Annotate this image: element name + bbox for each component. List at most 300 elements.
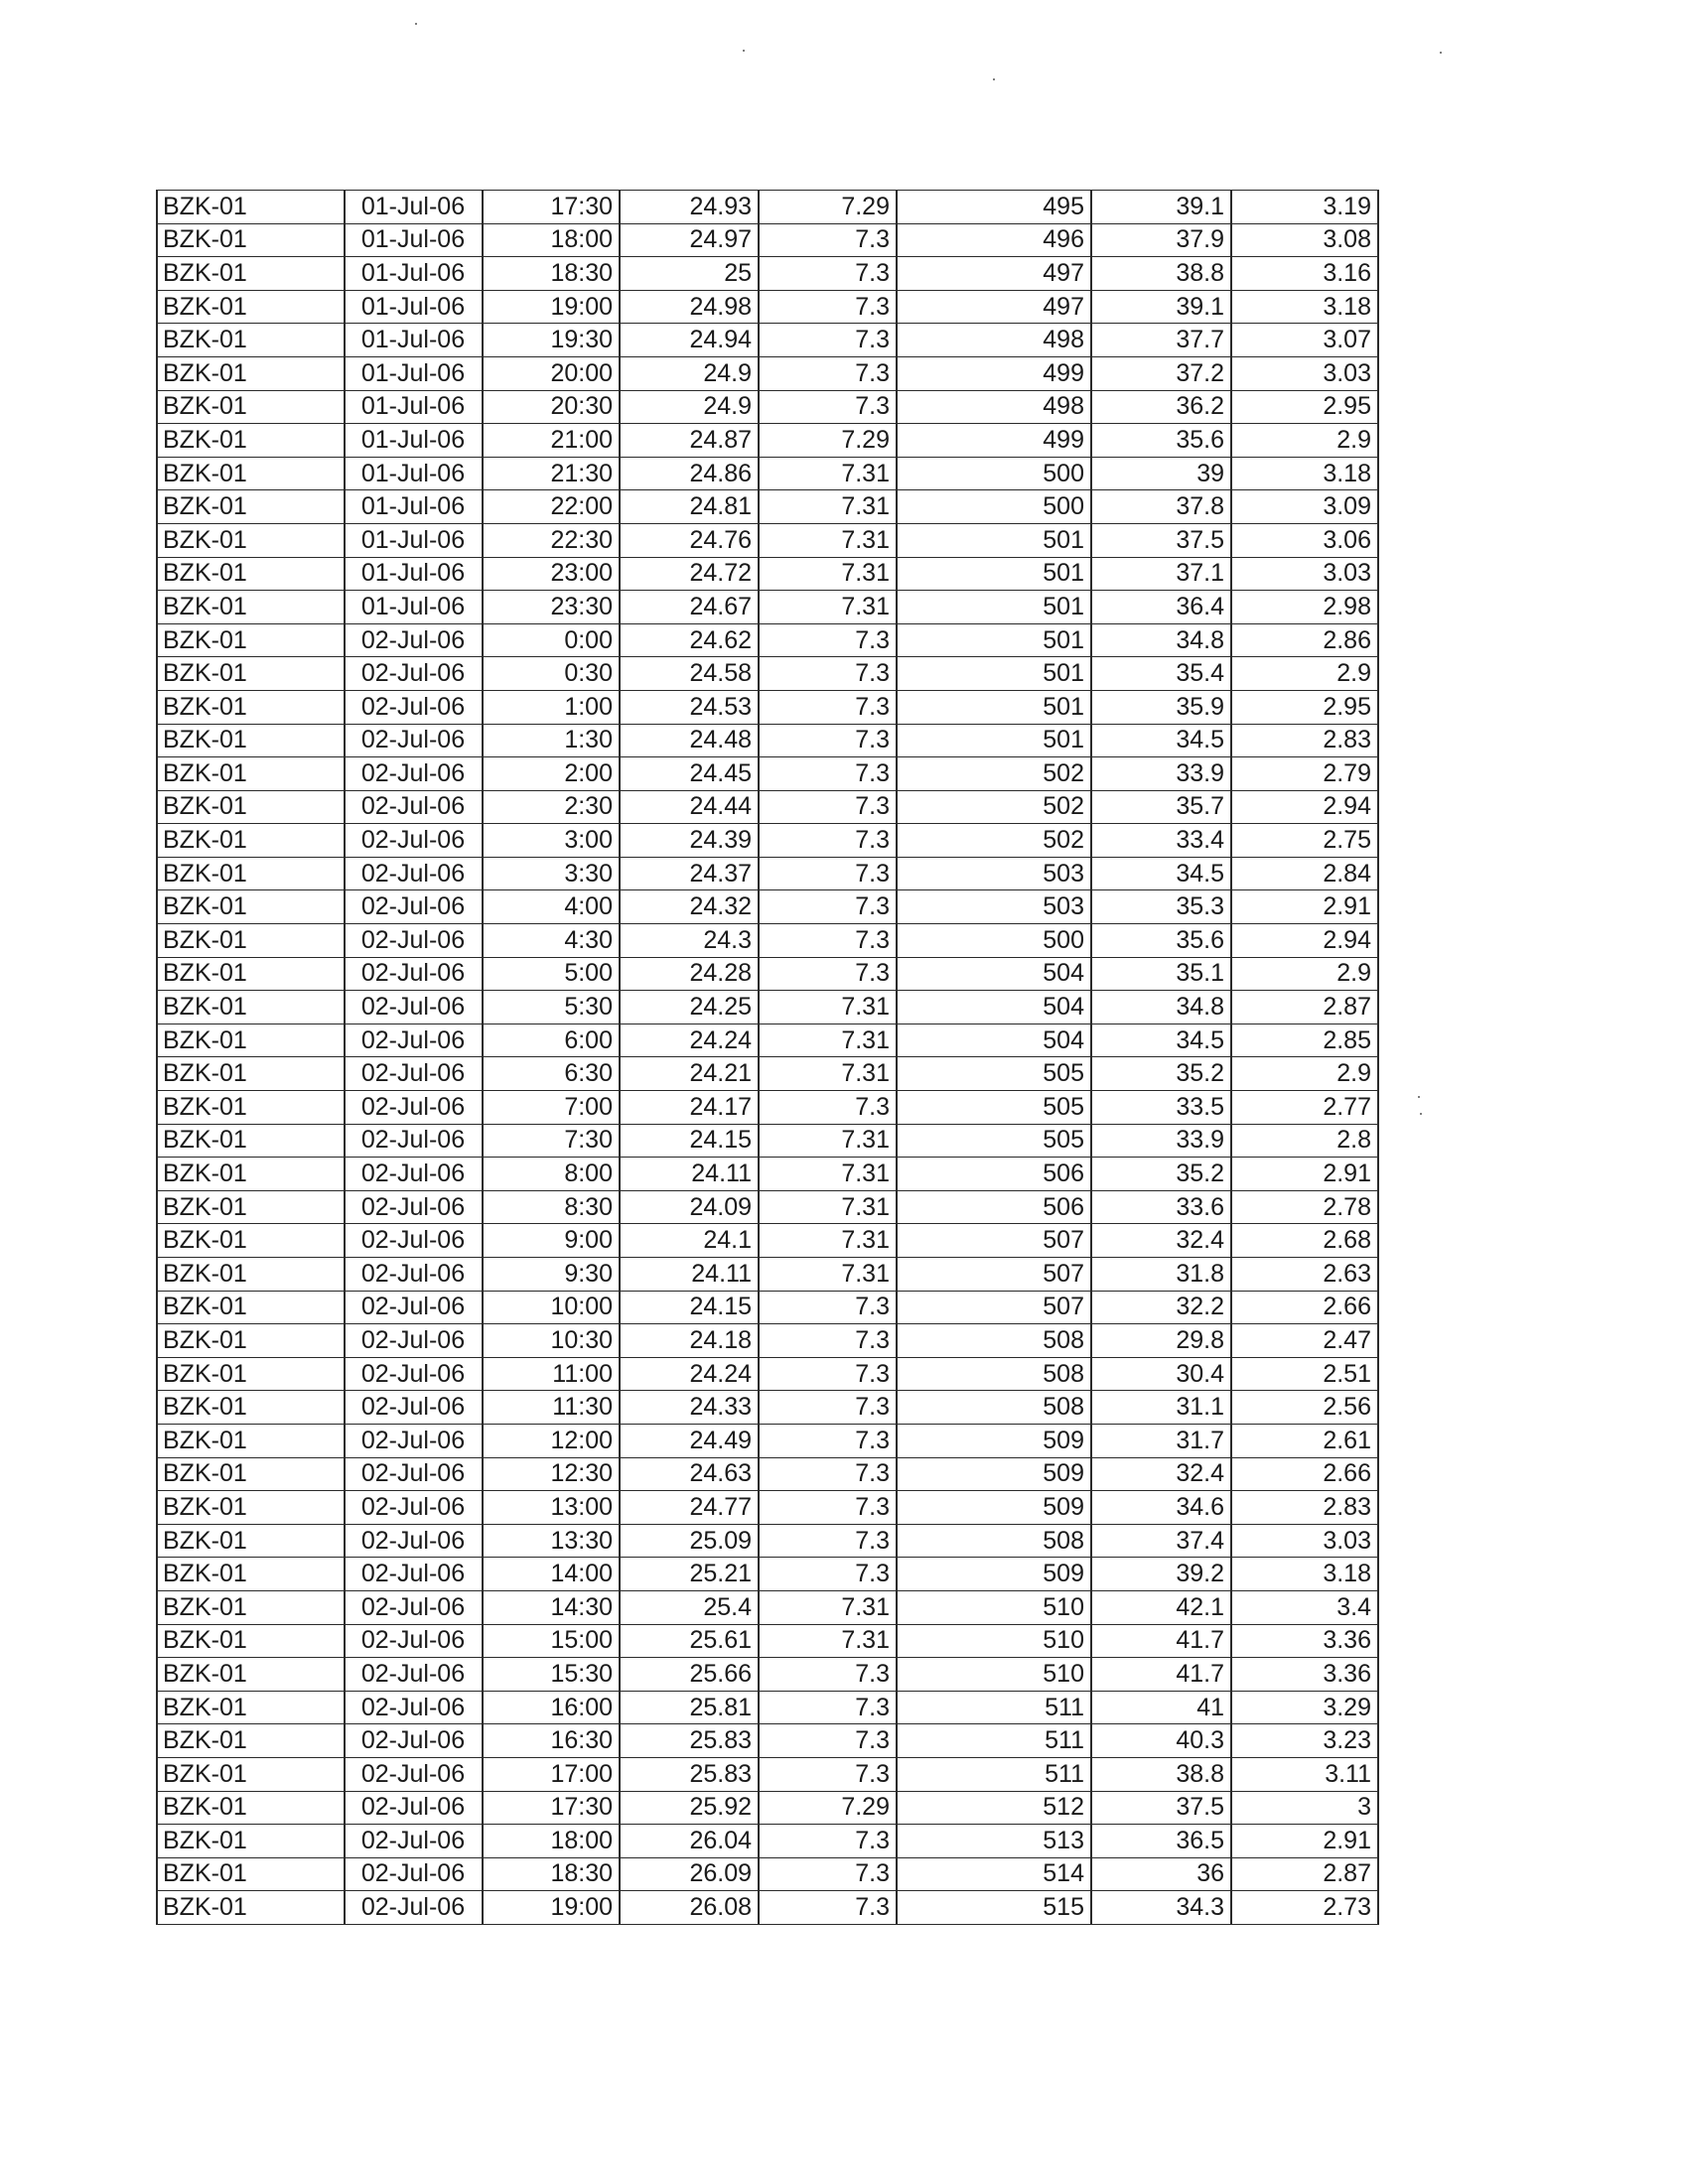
date-cell: 02-Jul-06 — [345, 924, 483, 958]
time-cell: 12:00 — [483, 1424, 620, 1457]
table-row — [157, 1457, 1378, 1491]
data-table — [156, 190, 1379, 1925]
temperature-cell: 24.72 — [620, 557, 759, 591]
date-cell: 01-Jul-06 — [345, 223, 483, 257]
conductivity-cell: 504 — [897, 957, 1091, 991]
ph-cell: 7.31 — [759, 991, 897, 1024]
ph-cell: 7.3 — [759, 1391, 897, 1425]
table-row — [157, 1258, 1378, 1292]
temperature-cell: 25.81 — [620, 1691, 759, 1724]
value-cell: 35.1 — [1091, 957, 1231, 991]
time-cell: 6:00 — [483, 1024, 620, 1057]
temperature-cell: 26.08 — [620, 1891, 759, 1925]
ph-cell: 7.3 — [759, 1424, 897, 1457]
value-cell: 35.6 — [1091, 424, 1231, 458]
station-id-cell: BZK-01 — [157, 1624, 345, 1658]
ph-cell: 7.31 — [759, 523, 897, 557]
conductivity-cell: 506 — [897, 1158, 1091, 1191]
date-cell: 01-Jul-06 — [345, 290, 483, 324]
conductivity-cell: 513 — [897, 1825, 1091, 1858]
date-cell: 02-Jul-06 — [345, 1825, 483, 1858]
station-id-cell: BZK-01 — [157, 757, 345, 791]
temperature-cell: 24.09 — [620, 1190, 759, 1224]
conductivity-cell: 512 — [897, 1791, 1091, 1825]
table-row — [157, 657, 1378, 691]
value-cell: 33.9 — [1091, 757, 1231, 791]
time-cell: 19:30 — [483, 324, 620, 357]
time-cell: 11:30 — [483, 1391, 620, 1425]
conductivity-cell: 501 — [897, 724, 1091, 757]
date-cell: 02-Jul-06 — [345, 890, 483, 924]
conductivity-cell: 495 — [897, 191, 1091, 224]
conductivity-cell: 501 — [897, 557, 1091, 591]
ph-cell: 7.31 — [759, 457, 897, 490]
value-cell: 41 — [1091, 1691, 1231, 1724]
temperature-cell: 24.63 — [620, 1457, 759, 1491]
conductivity-cell: 509 — [897, 1491, 1091, 1525]
station-id-cell: BZK-01 — [157, 1158, 345, 1191]
temperature-cell: 24.48 — [620, 724, 759, 757]
value-cell: 36.2 — [1091, 390, 1231, 424]
time-cell: 16:30 — [483, 1724, 620, 1758]
station-id-cell: BZK-01 — [157, 390, 345, 424]
value-cell: 35.6 — [1091, 924, 1231, 958]
value-cell: 33.9 — [1091, 1124, 1231, 1158]
date-cell: 01-Jul-06 — [345, 324, 483, 357]
time-cell: 19:00 — [483, 290, 620, 324]
table-row — [157, 724, 1378, 757]
ratio-cell: 2.9 — [1231, 957, 1378, 991]
time-cell: 15:30 — [483, 1658, 620, 1692]
table-row — [157, 1357, 1378, 1391]
ph-cell: 7.3 — [759, 324, 897, 357]
date-cell: 02-Jul-06 — [345, 1258, 483, 1292]
value-cell: 37.2 — [1091, 356, 1231, 390]
conductivity-cell: 501 — [897, 591, 1091, 624]
table-row — [157, 1391, 1378, 1425]
time-cell: 9:00 — [483, 1224, 620, 1258]
value-cell: 42.1 — [1091, 1590, 1231, 1624]
table-row — [157, 1891, 1378, 1925]
conductivity-cell: 508 — [897, 1324, 1091, 1358]
table-row — [157, 523, 1378, 557]
ph-cell: 7.29 — [759, 424, 897, 458]
time-cell: 15:00 — [483, 1624, 620, 1658]
date-cell: 02-Jul-06 — [345, 1024, 483, 1057]
table-row — [157, 1491, 1378, 1525]
time-cell: 8:30 — [483, 1190, 620, 1224]
ratio-cell: 3 — [1231, 1791, 1378, 1825]
ph-cell: 7.29 — [759, 1791, 897, 1825]
station-id-cell: BZK-01 — [157, 1224, 345, 1258]
station-id-cell: BZK-01 — [157, 1857, 345, 1891]
conductivity-cell: 501 — [897, 623, 1091, 657]
temperature-cell: 24.39 — [620, 824, 759, 858]
table-row — [157, 1424, 1378, 1457]
conductivity-cell: 505 — [897, 1091, 1091, 1125]
temperature-cell: 24.93 — [620, 191, 759, 224]
station-id-cell: BZK-01 — [157, 1291, 345, 1324]
date-cell: 02-Jul-06 — [345, 1424, 483, 1457]
ph-cell: 7.3 — [759, 1857, 897, 1891]
ratio-cell: 2.51 — [1231, 1357, 1378, 1391]
table-row — [157, 991, 1378, 1024]
ratio-cell: 3.36 — [1231, 1658, 1378, 1692]
temperature-cell: 24.3 — [620, 924, 759, 958]
time-cell: 14:00 — [483, 1558, 620, 1591]
date-cell: 01-Jul-06 — [345, 257, 483, 291]
time-cell: 6:30 — [483, 1057, 620, 1091]
date-cell: 02-Jul-06 — [345, 1057, 483, 1091]
conductivity-cell: 511 — [897, 1724, 1091, 1758]
station-id-cell: BZK-01 — [157, 1324, 345, 1358]
ph-cell: 7.3 — [759, 1291, 897, 1324]
conductivity-cell: 503 — [897, 890, 1091, 924]
date-cell: 02-Jul-06 — [345, 724, 483, 757]
ratio-cell: 3.19 — [1231, 191, 1378, 224]
table-row — [157, 290, 1378, 324]
temperature-cell: 24.77 — [620, 1491, 759, 1525]
value-cell: 36.5 — [1091, 1825, 1231, 1858]
table-row — [157, 857, 1378, 890]
date-cell: 02-Jul-06 — [345, 1891, 483, 1925]
ph-cell: 7.3 — [759, 1091, 897, 1125]
conductivity-cell: 504 — [897, 991, 1091, 1024]
table-row — [157, 1757, 1378, 1791]
date-cell: 02-Jul-06 — [345, 1658, 483, 1692]
temperature-cell: 24.28 — [620, 957, 759, 991]
temperature-cell: 25.09 — [620, 1524, 759, 1558]
conductivity-cell: 503 — [897, 857, 1091, 890]
station-id-cell: BZK-01 — [157, 1391, 345, 1425]
table-row — [157, 557, 1378, 591]
ratio-cell: 3.07 — [1231, 324, 1378, 357]
value-cell: 34.5 — [1091, 1024, 1231, 1057]
ratio-cell: 2.56 — [1231, 1391, 1378, 1425]
temperature-cell: 24.24 — [620, 1357, 759, 1391]
table-row — [157, 1658, 1378, 1692]
station-id-cell: BZK-01 — [157, 290, 345, 324]
ph-cell: 7.31 — [759, 1057, 897, 1091]
ph-cell: 7.3 — [759, 390, 897, 424]
ratio-cell: 3.09 — [1231, 490, 1378, 524]
table-row — [157, 324, 1378, 357]
table-row — [157, 191, 1378, 224]
value-cell: 34.3 — [1091, 1891, 1231, 1925]
temperature-cell: 24.45 — [620, 757, 759, 791]
table-row — [157, 490, 1378, 524]
conductivity-cell: 502 — [897, 757, 1091, 791]
ratio-cell: 2.91 — [1231, 1158, 1378, 1191]
ratio-cell: 2.94 — [1231, 924, 1378, 958]
ph-cell: 7.3 — [759, 1324, 897, 1358]
date-cell: 02-Jul-06 — [345, 1624, 483, 1658]
time-cell: 23:30 — [483, 591, 620, 624]
ratio-cell: 2.85 — [1231, 1024, 1378, 1057]
value-cell: 37.7 — [1091, 324, 1231, 357]
temperature-cell: 25.4 — [620, 1590, 759, 1624]
ph-cell: 7.31 — [759, 490, 897, 524]
time-cell: 4:30 — [483, 924, 620, 958]
time-cell: 3:00 — [483, 824, 620, 858]
temperature-cell: 25.61 — [620, 1624, 759, 1658]
time-cell: 5:00 — [483, 957, 620, 991]
ratio-cell: 2.94 — [1231, 790, 1378, 824]
scan-speck — [993, 78, 995, 80]
ratio-cell: 2.83 — [1231, 724, 1378, 757]
time-cell: 2:00 — [483, 757, 620, 791]
station-id-cell: BZK-01 — [157, 1424, 345, 1457]
conductivity-cell: 508 — [897, 1357, 1091, 1391]
time-cell: 4:00 — [483, 890, 620, 924]
station-id-cell: BZK-01 — [157, 1491, 345, 1525]
temperature-cell: 24.76 — [620, 523, 759, 557]
station-id-cell: BZK-01 — [157, 557, 345, 591]
date-cell: 02-Jul-06 — [345, 1324, 483, 1358]
ph-cell: 7.3 — [759, 1357, 897, 1391]
conductivity-cell: 498 — [897, 324, 1091, 357]
date-cell: 02-Jul-06 — [345, 1224, 483, 1258]
date-cell: 01-Jul-06 — [345, 557, 483, 591]
conductivity-cell: 504 — [897, 1024, 1091, 1057]
value-cell: 41.7 — [1091, 1658, 1231, 1692]
table-row — [157, 1291, 1378, 1324]
temperature-cell: 25.83 — [620, 1724, 759, 1758]
conductivity-cell: 499 — [897, 356, 1091, 390]
ratio-cell: 3.23 — [1231, 1724, 1378, 1758]
time-cell: 10:00 — [483, 1291, 620, 1324]
ph-cell: 7.3 — [759, 1691, 897, 1724]
date-cell: 02-Jul-06 — [345, 757, 483, 791]
temperature-cell: 24.58 — [620, 657, 759, 691]
ph-cell: 7.31 — [759, 1190, 897, 1224]
value-cell: 35.4 — [1091, 657, 1231, 691]
station-id-cell: BZK-01 — [157, 690, 345, 724]
temperature-cell: 24.25 — [620, 991, 759, 1024]
conductivity-cell: 508 — [897, 1391, 1091, 1425]
station-id-cell: BZK-01 — [157, 1524, 345, 1558]
time-cell: 14:30 — [483, 1590, 620, 1624]
ph-cell: 7.3 — [759, 1457, 897, 1491]
date-cell: 01-Jul-06 — [345, 591, 483, 624]
ratio-cell: 2.79 — [1231, 757, 1378, 791]
time-cell: 22:00 — [483, 490, 620, 524]
time-cell: 7:30 — [483, 1124, 620, 1158]
conductivity-cell: 509 — [897, 1457, 1091, 1491]
ratio-cell: 2.78 — [1231, 1190, 1378, 1224]
date-cell: 02-Jul-06 — [345, 857, 483, 890]
temperature-cell: 24.9 — [620, 390, 759, 424]
ratio-cell: 2.9 — [1231, 657, 1378, 691]
time-cell: 17:30 — [483, 1791, 620, 1825]
table-row — [157, 1791, 1378, 1825]
conductivity-cell: 510 — [897, 1658, 1091, 1692]
scan-speck — [1440, 52, 1442, 54]
conductivity-cell: 515 — [897, 1891, 1091, 1925]
ph-cell: 7.3 — [759, 1757, 897, 1791]
ph-cell: 7.3 — [759, 290, 897, 324]
temperature-cell: 25.21 — [620, 1558, 759, 1591]
date-cell: 02-Jul-06 — [345, 1124, 483, 1158]
conductivity-cell: 496 — [897, 223, 1091, 257]
station-id-cell: BZK-01 — [157, 1124, 345, 1158]
temperature-cell: 24.86 — [620, 457, 759, 490]
value-cell: 29.8 — [1091, 1324, 1231, 1358]
temperature-cell: 24.98 — [620, 290, 759, 324]
station-id-cell: BZK-01 — [157, 724, 345, 757]
value-cell: 34.5 — [1091, 724, 1231, 757]
time-cell: 1:00 — [483, 690, 620, 724]
value-cell: 34.6 — [1091, 1491, 1231, 1525]
conductivity-cell: 501 — [897, 690, 1091, 724]
conductivity-cell: 507 — [897, 1291, 1091, 1324]
date-cell: 02-Jul-06 — [345, 623, 483, 657]
conductivity-cell: 509 — [897, 1558, 1091, 1591]
station-id-cell: BZK-01 — [157, 591, 345, 624]
ph-cell: 7.31 — [759, 557, 897, 591]
table-row — [157, 1091, 1378, 1125]
time-cell: 13:00 — [483, 1491, 620, 1525]
station-id-cell: BZK-01 — [157, 623, 345, 657]
value-cell: 37.8 — [1091, 490, 1231, 524]
station-id-cell: BZK-01 — [157, 1658, 345, 1692]
station-id-cell: BZK-01 — [157, 523, 345, 557]
temperature-cell: 24.32 — [620, 890, 759, 924]
conductivity-cell: 511 — [897, 1757, 1091, 1791]
table-row — [157, 1558, 1378, 1591]
ratio-cell: 3.03 — [1231, 356, 1378, 390]
conductivity-cell: 497 — [897, 290, 1091, 324]
time-cell: 1:30 — [483, 724, 620, 757]
date-cell: 02-Jul-06 — [345, 1457, 483, 1491]
time-cell: 13:30 — [483, 1524, 620, 1558]
value-cell: 33.6 — [1091, 1190, 1231, 1224]
value-cell: 31.7 — [1091, 1424, 1231, 1457]
ph-cell: 7.3 — [759, 857, 897, 890]
date-cell: 01-Jul-06 — [345, 191, 483, 224]
time-cell: 12:30 — [483, 1457, 620, 1491]
ph-cell: 7.3 — [759, 1724, 897, 1758]
station-id-cell: BZK-01 — [157, 1724, 345, 1758]
conductivity-cell: 510 — [897, 1624, 1091, 1658]
table-row — [157, 1724, 1378, 1758]
ratio-cell: 2.83 — [1231, 1491, 1378, 1525]
table-row — [157, 356, 1378, 390]
station-id-cell: BZK-01 — [157, 1057, 345, 1091]
value-cell: 37.5 — [1091, 523, 1231, 557]
value-cell: 35.9 — [1091, 690, 1231, 724]
conductivity-cell: 514 — [897, 1857, 1091, 1891]
temperature-cell: 24.15 — [620, 1291, 759, 1324]
ratio-cell: 3.36 — [1231, 1624, 1378, 1658]
table-row — [157, 457, 1378, 490]
ph-cell: 7.29 — [759, 191, 897, 224]
ratio-cell: 2.91 — [1231, 1825, 1378, 1858]
time-cell: 9:30 — [483, 1258, 620, 1292]
ratio-cell: 2.77 — [1231, 1091, 1378, 1125]
date-cell: 02-Jul-06 — [345, 1091, 483, 1125]
table-row — [157, 790, 1378, 824]
ratio-cell: 2.66 — [1231, 1291, 1378, 1324]
date-cell: 01-Jul-06 — [345, 523, 483, 557]
ratio-cell: 3.18 — [1231, 457, 1378, 490]
time-cell: 22:30 — [483, 523, 620, 557]
ph-cell: 7.3 — [759, 957, 897, 991]
ratio-cell: 2.91 — [1231, 890, 1378, 924]
ratio-cell: 2.73 — [1231, 1891, 1378, 1925]
station-id-cell: BZK-01 — [157, 1791, 345, 1825]
value-cell: 37.5 — [1091, 1791, 1231, 1825]
table-row — [157, 1524, 1378, 1558]
ph-cell: 7.3 — [759, 623, 897, 657]
value-cell: 38.8 — [1091, 257, 1231, 291]
temperature-cell: 24.11 — [620, 1258, 759, 1292]
table-row — [157, 424, 1378, 458]
station-id-cell: BZK-01 — [157, 957, 345, 991]
temperature-cell: 24.11 — [620, 1158, 759, 1191]
conductivity-cell: 499 — [897, 424, 1091, 458]
ph-cell: 7.3 — [759, 924, 897, 958]
date-cell: 01-Jul-06 — [345, 457, 483, 490]
date-cell: 02-Jul-06 — [345, 1691, 483, 1724]
value-cell: 39.1 — [1091, 290, 1231, 324]
ratio-cell: 3.11 — [1231, 1757, 1378, 1791]
value-cell: 31.8 — [1091, 1258, 1231, 1292]
temperature-cell: 24.44 — [620, 790, 759, 824]
ratio-cell: 2.98 — [1231, 591, 1378, 624]
conductivity-cell: 511 — [897, 1691, 1091, 1724]
temperature-cell: 25.92 — [620, 1791, 759, 1825]
station-id-cell: BZK-01 — [157, 1457, 345, 1491]
ph-cell: 7.3 — [759, 356, 897, 390]
date-cell: 02-Jul-06 — [345, 657, 483, 691]
station-id-cell: BZK-01 — [157, 490, 345, 524]
ratio-cell: 2.66 — [1231, 1457, 1378, 1491]
ratio-cell: 2.61 — [1231, 1424, 1378, 1457]
temperature-cell: 24.24 — [620, 1024, 759, 1057]
time-cell: 21:00 — [483, 424, 620, 458]
conductivity-cell: 507 — [897, 1224, 1091, 1258]
ratio-cell: 2.63 — [1231, 1258, 1378, 1292]
table-row — [157, 1590, 1378, 1624]
station-id-cell: BZK-01 — [157, 991, 345, 1024]
table-row — [157, 223, 1378, 257]
date-cell: 02-Jul-06 — [345, 690, 483, 724]
ratio-cell: 2.68 — [1231, 1224, 1378, 1258]
station-id-cell: BZK-01 — [157, 890, 345, 924]
value-cell: 35.2 — [1091, 1057, 1231, 1091]
value-cell: 30.4 — [1091, 1357, 1231, 1391]
table-row — [157, 591, 1378, 624]
ratio-cell: 2.86 — [1231, 623, 1378, 657]
table-row — [157, 257, 1378, 291]
station-id-cell: BZK-01 — [157, 1757, 345, 1791]
scan-speck — [1418, 1096, 1420, 1098]
table-row — [157, 1158, 1378, 1191]
table-row — [157, 1857, 1378, 1891]
temperature-cell: 24.18 — [620, 1324, 759, 1358]
date-cell: 01-Jul-06 — [345, 490, 483, 524]
ratio-cell: 2.8 — [1231, 1124, 1378, 1158]
ratio-cell: 3.03 — [1231, 557, 1378, 591]
conductivity-cell: 506 — [897, 1190, 1091, 1224]
date-cell: 01-Jul-06 — [345, 390, 483, 424]
date-cell: 02-Jul-06 — [345, 1357, 483, 1391]
ph-cell: 7.3 — [759, 690, 897, 724]
ph-cell: 7.3 — [759, 657, 897, 691]
time-cell: 2:30 — [483, 790, 620, 824]
ph-cell: 7.3 — [759, 890, 897, 924]
